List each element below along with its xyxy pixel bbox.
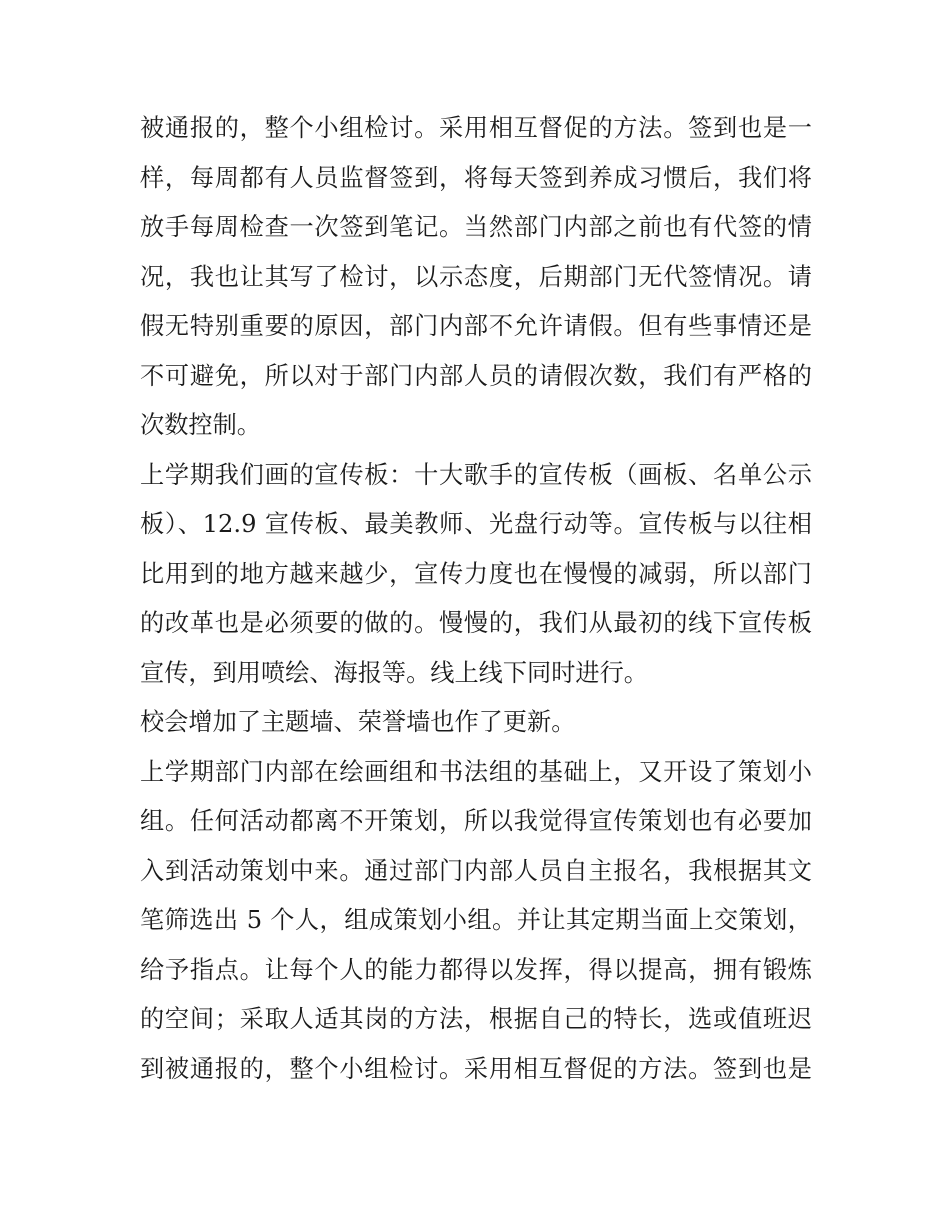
text-line: 校会增加了主题墙、荣誉墙也作了更新。 [140,708,576,736]
text-line: 放手每周检查一次签到笔记。当然部门内部之前也有代签的情 [140,213,812,241]
text-line: 给予指点。让每个人的能力都得以发挥，得以提高，拥有锻炼 [140,955,812,984]
text-line: 上学期我们画的宣传板：十大歌手的宣传板（画板、名单公示 [140,460,812,489]
text-line: 况，我也让其写了检讨，以示态度，后期部门无代签情况。请 [140,262,812,291]
text-line: 入到活动策划中来。通过部门内部人员自主报名，我根据其文 [140,856,812,885]
text-line: 宣传，到用喷绘、海报等。线上线下同时进行。 [140,658,648,687]
document-body [140,104,812,1094]
text-line: 的改革也是必须要的做的。慢慢的，我们从最初的线下宣传板 [140,609,812,637]
text-line: 的空间；采取人适其岗的方法，根据自己的特长，选或值班迟 [140,1005,812,1033]
text-line: 上学期部门内部在绘画组和书法组的基础上，又开设了策划小 [140,757,812,786]
text-line: 笔筛选出 5 个人，组成策划小组。并让其定期当面上交策划， [140,906,812,934]
text-line: 假无特别重要的原因，部门内部不允许请假。但有些事情还是 [140,312,812,340]
text-line: 组。任何活动都离不开策划，所以我觉得宣传策划也有必要加 [140,807,812,835]
text-line: 被通报的，整个小组检讨。采用相互督促的方法。签到也是一 [140,114,812,142]
text-line: 板）、12.9 宣传板、最美教师、光盘行动等。宣传板与以往相 [140,510,812,538]
text-line: 比用到的地方越来越少，宣传力度也在慢慢的减弱，所以部门 [140,559,812,588]
text-line: 次数控制。 [140,411,261,439]
text-line: 样，每周都有人员监督签到，将每天签到养成习惯后，我们将 [140,163,812,192]
text-line: 到被通报的，整个小组检讨。采用相互督促的方法。签到也是 [140,1054,812,1083]
text-line: 不可避免，所以对于部门内部人员的请假次数，我们有严格的 [140,361,812,390]
